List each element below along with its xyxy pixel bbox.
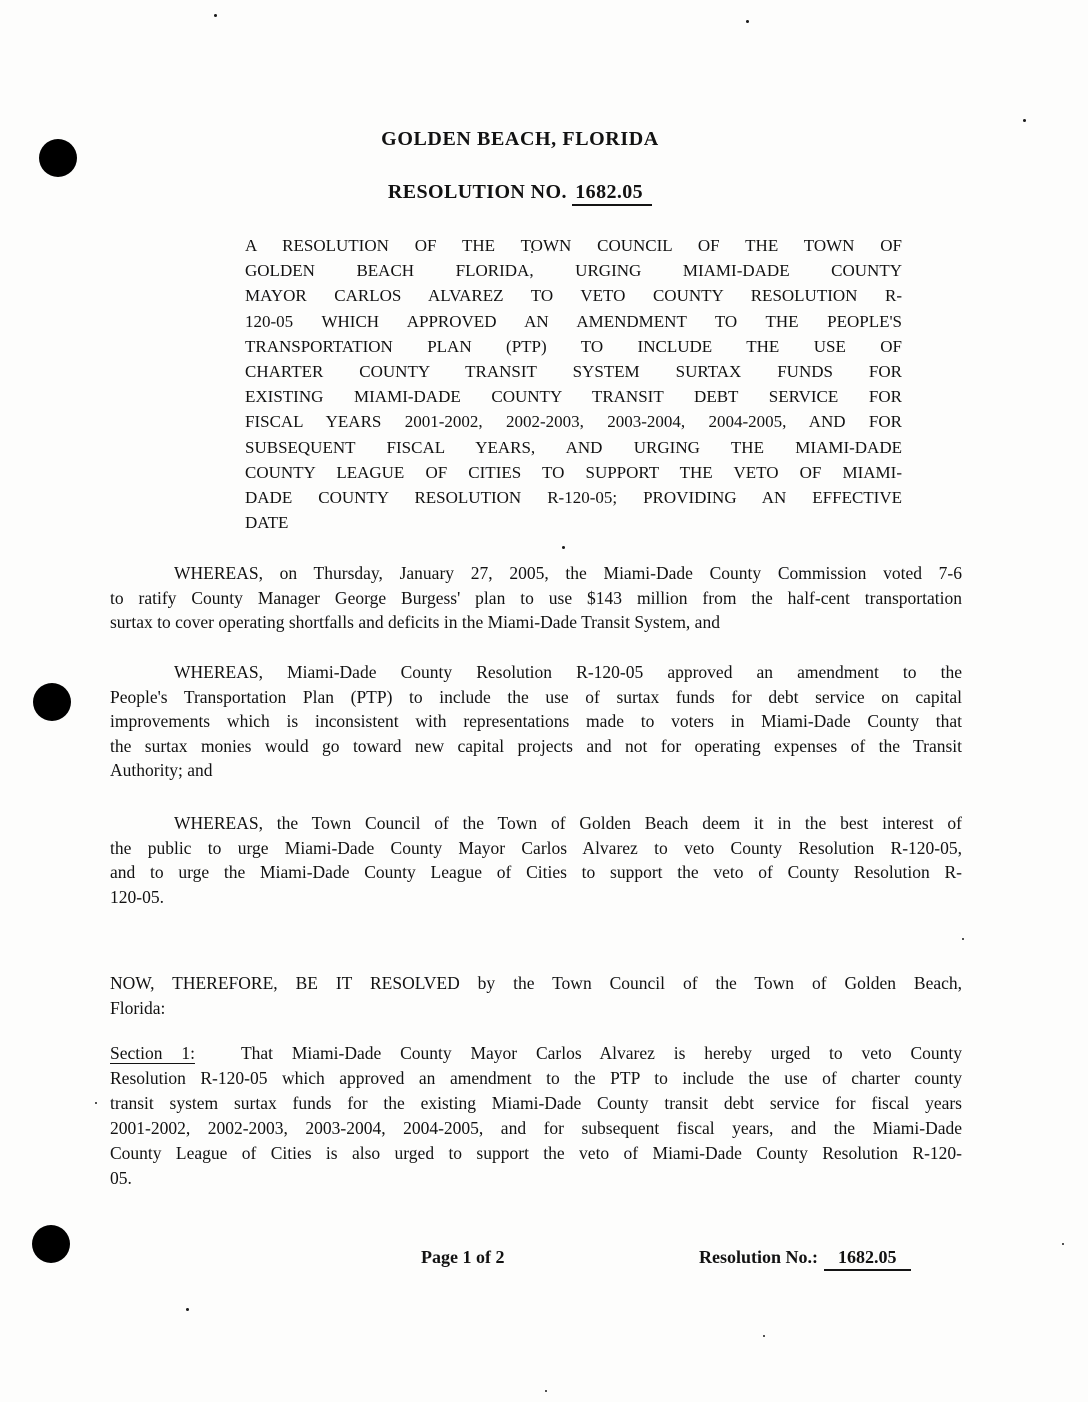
paragraph-line: the surtax monies would go toward new capital projects and not for operating expenses of the Transit	[110, 735, 962, 756]
paragraph-line: Florida:	[110, 997, 166, 1018]
paragraph-line	[110, 1041, 962, 1066]
document-title: GOLDEN BEACH, FLORIDA	[381, 128, 659, 150]
summary-line: COUNTY LEAGUE OF CITIES TO SUPPORT THE VETO OF MIAMI-	[245, 462, 902, 482]
summary-line: TRANSPORTATION PLAN (PTP) TO INCLUDE THE USE OF	[245, 336, 902, 356]
hole-punch-mark-bottom	[32, 1225, 70, 1263]
scan-speck	[962, 938, 964, 940]
paragraph-line: NOW, THEREFORE, BE IT RESOLVED by the Town Council of the Town of Golden Beach,	[110, 973, 962, 993]
paragraph-line: the public to urge Miami-Dade County Mayor Carlos Alvarez to veto County Resolution R-120-05,	[110, 837, 962, 858]
resolved-clause	[110, 971, 962, 1020]
summary-line: SUBSEQUENT FISCAL YEARS, AND URGING THE MIAMI-DADE	[245, 437, 902, 457]
summary-line: FISCAL YEARS 2001-2002, 2002-2003, 2003-2004, 2004-2005, AND FOR	[245, 412, 902, 432]
scan-speck	[214, 14, 217, 17]
resolution-heading-number: 1682.05	[572, 181, 652, 206]
paragraph-line: improvements which is inconsistent with representations made to voters in Miami-Dade County that	[110, 711, 962, 731]
paragraph-line: 2001-2002, 2002-2003, 2003-2004, 2004-2005, and for subsequent fiscal years, and the Miami-Dade	[110, 1118, 962, 1138]
page-number-indicator: Page 1 of 2	[421, 1247, 505, 1267]
footer-resolution-label: Resolution No.:	[699, 1247, 819, 1267]
whereas-clause-2	[110, 660, 962, 783]
hole-punch-mark-middle	[33, 683, 71, 721]
scan-speck	[1062, 1243, 1064, 1245]
section-1-label: Section 1:	[110, 1043, 195, 1063]
scan-speck	[95, 1102, 97, 1104]
paragraph-line: WHEREAS, on Thursday, January 27, 2005, the Miami-Dade County Commission voted 7-6	[174, 563, 962, 583]
footer-resolution-value: 1682.05	[824, 1247, 911, 1271]
summary-line: A RESOLUTION OF THE TOWN COUNCIL OF THE TOWN OF	[245, 236, 902, 255]
paragraph-line: 120-05.	[110, 886, 164, 907]
resolution-heading-label: RESOLUTION NO.	[387, 181, 567, 203]
paragraph-line: WHEREAS, the Town Council of the Town of Golden Beach deem it in the best interest of	[174, 813, 962, 833]
paragraph-line: People's Transportation Plan (PTP) to include the use of surtax funds for debt service on capital	[110, 686, 962, 707]
hole-punch-mark-top	[39, 139, 77, 177]
resolution-heading	[110, 181, 930, 204]
scan-speck	[763, 1335, 765, 1337]
summary-line: GOLDEN BEACH FLORIDA, URGING MIAMI-DADE COUNTY	[245, 261, 902, 281]
section-1-clause	[110, 1041, 962, 1191]
summary-line: DATE	[245, 513, 289, 533]
paragraph-line: 05.	[110, 1168, 132, 1188]
paragraph-line: transit system surtax funds for the existing Miami-Dade County transit debt service for fiscal years	[110, 1093, 962, 1113]
whereas-clause-3	[110, 811, 962, 909]
scan-speck	[545, 1390, 547, 1392]
summary-line: 120-05 WHICH APPROVED AN AMENDMENT TO THE PEOPLE'S	[245, 311, 902, 331]
scan-speck	[746, 20, 749, 23]
summary-line: MAYOR CARLOS ALVAREZ TO VETO COUNTY RESOLUTION R-	[245, 286, 902, 306]
paragraph-line: Authority; and	[110, 760, 213, 780]
whereas-clause-1	[110, 561, 962, 635]
paragraph-line: and to urge the Miami-Dade County League of Cities to support the veto of County Resolution R-	[110, 862, 962, 882]
footer-resolution-number	[699, 1247, 911, 1268]
paragraph-line: to ratify County Manager George Burgess' plan to use $143 million from the half-cent transportation	[110, 587, 962, 608]
paragraph-line: Resolution R-120-05 which approved an amendment to the PTP to include the use of charter county	[110, 1068, 962, 1088]
paragraph-line: County League of Cities is also urged to support the veto of Miami-Dade County Resolution R-120-	[110, 1143, 962, 1163]
scan-speck	[1023, 119, 1026, 122]
paragraph-line: surtax to cover operating shortfalls and deficits in the Miami-Dade Transit System, and	[110, 612, 720, 632]
paragraph-line: WHEREAS, Miami-Dade County Resolution R-120-05 approved an amendment to the	[174, 662, 962, 682]
resolution-summary-block	[245, 233, 902, 535]
summary-line: EXISTING MIAMI-DADE COUNTY TRANSIT DEBT SERVICE FOR	[245, 387, 902, 407]
section-1-first-line: That Miami-Dade County Mayor Carlos Alvarez is hereby urged to veto County	[240, 1043, 963, 1063]
summary-line: CHARTER COUNTY TRANSIT SYSTEM SURTAX FUNDS FOR	[245, 362, 902, 382]
scan-speck	[186, 1308, 189, 1311]
summary-line: DADE COUNTY RESOLUTION R-120-05; PROVIDING AN EFFECTIVE	[245, 488, 902, 508]
scan-speck	[562, 546, 565, 549]
